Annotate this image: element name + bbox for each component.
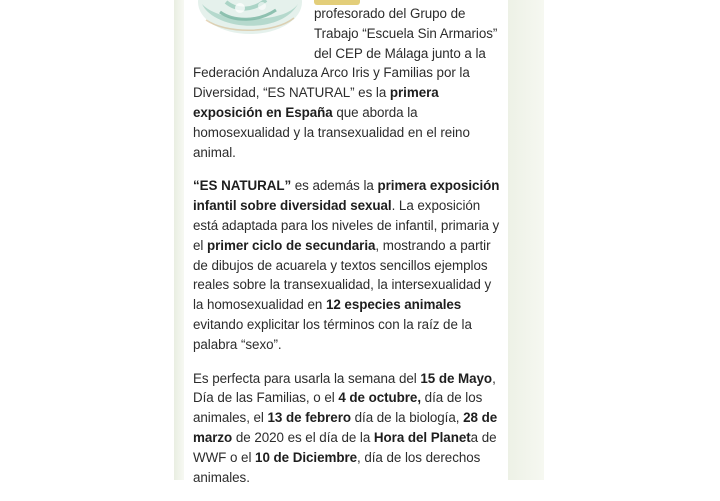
bold-text-run: primer ciclo de secundaria: [207, 237, 376, 253]
text-run: es además la: [291, 178, 378, 194]
text-run: a de WWF o el: [193, 429, 497, 465]
text-run: día de los animales, el: [193, 390, 483, 426]
paragraph-dates: [193, 369, 503, 488]
paragraph-intro: [193, 4, 503, 162]
text-run: día de la biología,: [350, 410, 464, 426]
paragraph-exhibition: [193, 176, 503, 354]
intro-line: Trabajo “Escuela Sin Armarios”: [314, 25, 498, 41]
text-run: Federación Andaluza Arco Iris y Familias por la Diversidad, “ES NATURAL” es la: [193, 65, 470, 101]
text-run: . La exposición está adaptada para los niveles de infantil, primaria y el: [193, 198, 500, 253]
sheet-edge-right: [508, 0, 544, 480]
intro-line: del CEP de Málaga junto a la: [314, 45, 486, 61]
intro-indented-lines: [193, 4, 503, 63]
bold-text-run: 12 especies animales: [325, 297, 462, 313]
text-run: de 2020 es el día de la: [232, 429, 374, 445]
bold-text-run: 10 de Diciembre: [255, 449, 358, 465]
bold-text-run: 4 de octubre,: [338, 390, 422, 406]
intro-body: [193, 63, 503, 162]
document-text: [193, 4, 503, 501]
sheet-edge-left: [174, 0, 184, 480]
text-run: Es perfecta para usarla la semana del: [193, 370, 421, 386]
bold-text-run: Hora del Planet: [373, 429, 471, 445]
bold-text-run: primera exposición infantil sobre diversidad sexual: [193, 178, 500, 214]
text-run: evitando explicitar los términos con la raíz de la palabra “sexo”.: [193, 316, 472, 352]
bold-text-run: 15 de Mayo: [420, 370, 493, 386]
intro-line: profesorado del Grupo de: [314, 6, 466, 21]
bold-text-run: “ES NATURAL”: [193, 178, 292, 194]
bold-text-run: 13 de febrero: [267, 410, 351, 426]
text-run: , mostrando a partir de dibujos de acuarela y textos sencillos ejemplos reales sobre la transexualidad, la intersexualidad y la homosexualidad en: [193, 237, 492, 313]
bold-text-run: 28 de marzo: [193, 410, 498, 445]
bold-text-run: primera exposición en España: [193, 85, 439, 120]
text-run: que aborda la homosexualidad y la transexualidad en el reino animal.: [193, 104, 470, 160]
text-run: , día de los derechos animales.: [193, 449, 481, 485]
text-run: , Día de las Familias, o el: [193, 370, 496, 406]
